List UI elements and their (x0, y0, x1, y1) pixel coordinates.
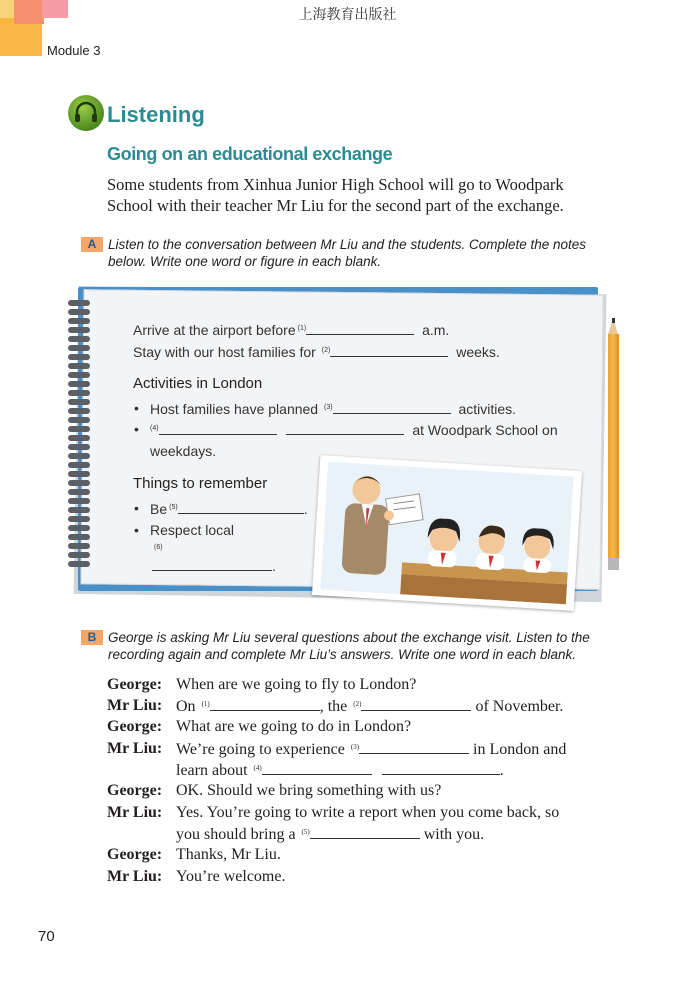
classroom-illustration (312, 455, 582, 611)
intro-line: School with their teacher Mr Liu for the second part of the exchange. (107, 196, 564, 215)
blank-1[interactable] (306, 321, 414, 335)
note-text: Be (150, 501, 168, 517)
note-bullet-4-blank (152, 541, 276, 574)
dialogue-text: in London and (473, 741, 567, 758)
speaker-label: Mr Liu: (107, 697, 163, 714)
page-number: 70 (38, 928, 55, 945)
note-text: Stay with our host families for (133, 344, 316, 360)
note-stay (133, 343, 500, 360)
dialogue-line: You’re welcome. (176, 868, 286, 885)
blank-number: (4) (253, 764, 262, 772)
blank-number: (1) (201, 700, 210, 708)
publisher-name: 上海教育出版社 (298, 7, 397, 23)
note-text: . (272, 558, 276, 574)
speaker-label: Mr Liu: (107, 740, 163, 757)
dialogue-line: When are we going to fly to London? (176, 676, 417, 693)
note-bullet-1 (150, 400, 516, 417)
blank-2[interactable] (330, 343, 448, 357)
dialogue-text: you should bring a (176, 826, 296, 843)
note-text: . (303, 501, 308, 517)
note-text: Host families have planned (150, 401, 319, 417)
part-b-badge: B (81, 630, 103, 645)
dialogue-text: of November. (475, 698, 564, 715)
intro-paragraph (107, 174, 607, 216)
activities-heading: Activities in London (133, 375, 263, 392)
classroom-drawing (320, 462, 573, 605)
instruction-line: recording again and complete Mr Liu’s answers. Write one word in each blank. (108, 647, 576, 662)
part-a-badge: A (81, 237, 103, 252)
note-arrive (133, 321, 449, 338)
dialogue-text: On (176, 698, 196, 715)
speaker-label: Mr Liu: (107, 804, 163, 821)
blank-number: (3) (350, 743, 360, 751)
remember-heading: Things to remember (133, 475, 268, 492)
dialogue-line (176, 761, 504, 780)
blank-6[interactable] (152, 557, 272, 571)
blank-4a[interactable] (159, 421, 277, 435)
module-label: Module 3 (47, 43, 101, 58)
note-bullet-4: Respect local (150, 522, 235, 538)
blank-5[interactable] (178, 500, 304, 514)
answer-blank-2[interactable] (361, 697, 471, 711)
answer-blank-5[interactable] (310, 825, 420, 839)
dialogue-text: . (499, 762, 504, 779)
dialogue-line: What are we going to do in London? (176, 718, 412, 735)
blank-number: (6) (154, 544, 163, 551)
speaker-label: George: (107, 846, 163, 863)
note-bullet-3 (150, 500, 308, 517)
blank-3[interactable] (333, 400, 451, 414)
blank-number: (1) (297, 325, 307, 332)
speaker-label: George: (107, 718, 163, 735)
answer-blank-3[interactable] (359, 740, 469, 754)
note-bullet-2 (148, 421, 558, 438)
answer-blank-4a[interactable] (262, 761, 372, 775)
dialogue-line: Yes. You’re going to write a report when you come back, so (176, 804, 560, 821)
blank-number: (5) (169, 504, 178, 511)
note-bullet-2-cont: weekdays. (150, 443, 217, 459)
dialogue-line: OK. Should we bring something with us? (176, 782, 442, 799)
instruction-line: Listen to the conversation between Mr Liu and the students. Complete the notes (108, 237, 587, 252)
blank-number: (3) (324, 404, 333, 411)
headphones-icon (68, 95, 104, 131)
note-text: a.m. (422, 322, 450, 338)
speaker-label: Mr Liu: (107, 868, 163, 885)
part-a-instructions (108, 236, 608, 270)
bullet-dot: • (134, 400, 139, 416)
blank-number: (2) (353, 700, 362, 708)
note-text: at Woodpark School on (412, 422, 558, 438)
intro-line: Some students from Xinhua Junior High School will go to Woodpark (107, 175, 564, 194)
instruction-line: George is asking Mr Liu several questions about the exchange visit. Listen to the (108, 630, 590, 645)
dialogue-line (176, 825, 484, 844)
dialogue-text: with you. (423, 826, 485, 843)
blank-number: (4) (150, 425, 159, 432)
blank-4b[interactable] (286, 421, 404, 435)
pencil-icon (608, 318, 619, 570)
dialogue-text: We’re going to experience (176, 741, 345, 758)
note-text: weeks. (456, 344, 500, 360)
blank-number: (2) (321, 347, 331, 354)
bullet-dot: • (134, 500, 139, 516)
part-b-instructions (108, 629, 608, 663)
dialogue-line (176, 740, 566, 759)
note-text: Arrive at the airport before (133, 322, 296, 338)
dialogue-line: Thanks, Mr Liu. (176, 846, 281, 863)
section-title: Listening (107, 102, 205, 127)
notebook-spiral (68, 300, 98, 580)
answer-blank-4b[interactable] (382, 761, 500, 775)
bullet-dot: • (134, 522, 139, 538)
blank-number: (5) (301, 828, 310, 836)
answer-blank-1[interactable] (210, 697, 320, 711)
dialogue-text: , the (319, 698, 348, 715)
instruction-line: below. Write one word or figure in each blank. (108, 254, 382, 269)
dialogue-text: learn about (176, 762, 248, 779)
dialogue-line (176, 697, 563, 716)
speaker-label: George: (107, 782, 163, 799)
section-subtitle: Going on an educational exchange (107, 144, 393, 164)
bullet-dot: • (134, 421, 139, 437)
note-text: activities. (458, 401, 517, 417)
speaker-label: George: (107, 676, 163, 693)
